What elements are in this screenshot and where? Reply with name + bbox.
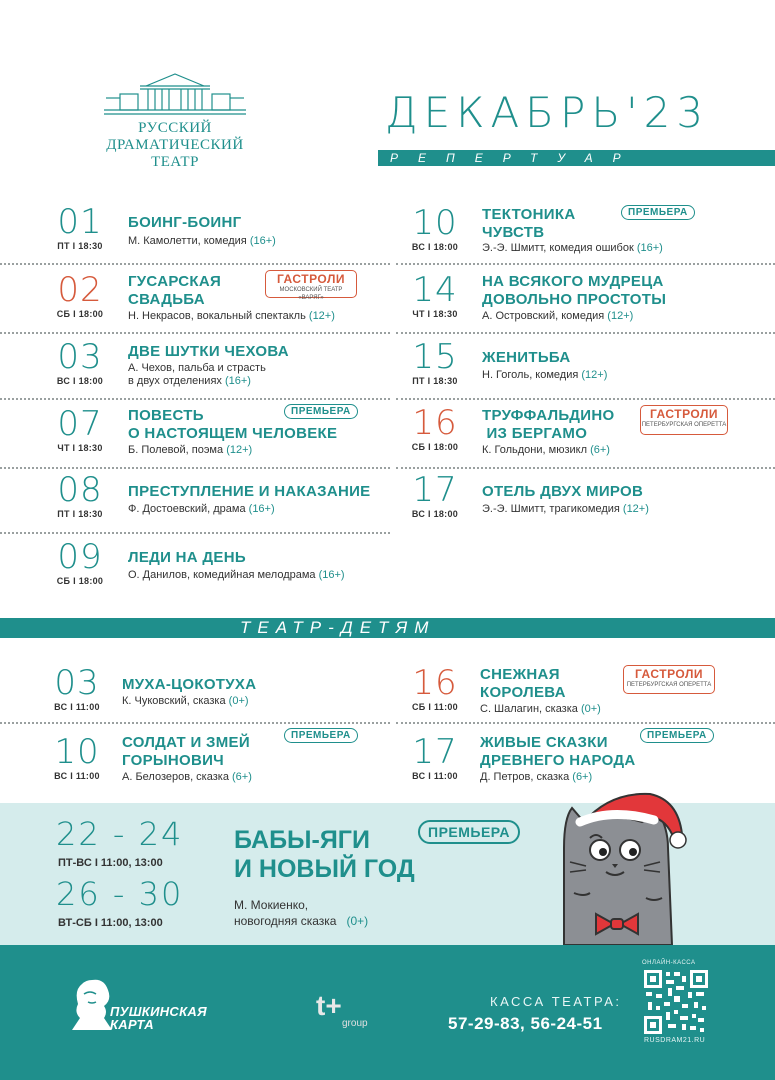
event-desc: Ф. Достоевский, драма (16+) (128, 503, 275, 515)
event-datetime: ВС I 11:00 (54, 771, 100, 781)
event-desc: А. Чехов, пальба и страсть в двух отделениях (16+) (128, 362, 266, 387)
event-day: 10 (54, 732, 100, 772)
separator (0, 532, 390, 534)
event-desc: А. Белозеров, сказка (6+) (122, 771, 252, 783)
age-rating: (0+) (346, 914, 369, 928)
pushkin-card-label: ПУШКИНСКАЯ КАРТА (110, 1004, 207, 1032)
separator (0, 467, 390, 469)
event-datetime: СБ I 18:00 (56, 576, 104, 586)
event-title: ТЕКТОНИКА ЧУВСТВ (482, 206, 576, 241)
age-rating: (16+) (224, 375, 251, 387)
event-day: 17 (412, 470, 458, 510)
event-datetime: ПТ I 18:30 (57, 509, 103, 519)
separator (396, 263, 775, 265)
event-day: 14 (412, 270, 458, 310)
event-day: 02 (57, 270, 103, 310)
cat-illustration (550, 778, 700, 945)
theatre-building-icon (100, 70, 250, 118)
tour-badge: ГАСТРОЛИ ПЕТЕРБУРГСКАЯ ОПЕРЕТТА (623, 665, 715, 694)
online-box-office-label: ОНЛАЙН-КАССА (642, 960, 696, 966)
kids-heading: ТЕАТР-ДЕТЯМ (240, 618, 436, 637)
event-title: МУХА-ЦОКОТУХА (122, 676, 257, 693)
event-title: ПРЕСТУПЛЕНИЕ И НАКАЗАНИЕ (128, 483, 371, 500)
event-day: 15 (412, 337, 458, 377)
event-title: БОИНГ-БОИНГ (128, 214, 242, 231)
event-desc: М. Камолетти, комедия (16+) (128, 235, 276, 247)
event-desc: Н. Гоголь, комедия (12+) (482, 369, 608, 381)
separator (0, 722, 390, 724)
logo-line: ТЕАТР (151, 154, 199, 170)
tplus-group-label: group (342, 1018, 368, 1029)
age-rating: (12+) (226, 444, 253, 456)
separator (0, 332, 390, 334)
event-title: ЛЕДИ НА ДЕНЬ (128, 549, 246, 566)
tplus-logo: t+ (316, 990, 342, 1021)
banner-times: ПТ-ВС I 11:00, 13:00 (58, 857, 163, 869)
event-desc: Б. Полевой, поэма (12+) (128, 444, 253, 456)
separator (0, 398, 390, 400)
event-day: 10 (412, 203, 458, 243)
banner-desc: М. Мокиенко, новогодняя сказка (0+) (234, 898, 369, 928)
age-rating: (0+) (228, 695, 249, 707)
event-desc: Э.-Э. Шмитт, трагикомедия (12+) (482, 503, 649, 515)
age-rating: (6+) (572, 771, 593, 783)
age-rating: (12+) (308, 310, 335, 322)
event-desc: Д. Петров, сказка (6+) (480, 771, 593, 783)
event-datetime: ВС I 18:00 (411, 509, 459, 519)
repertoire-label: РЕПЕРТУАР (390, 151, 641, 165)
event-datetime: СБ I 11:00 (412, 702, 458, 712)
event-day: 09 (57, 537, 103, 577)
banner-dates: 22 - 24 (56, 815, 184, 853)
event-datetime: ВС I 11:00 (54, 702, 100, 712)
event-desc: К. Гольдони, мюзикл (6+) (482, 444, 610, 456)
banner-title: БАБЫ-ЯГИ И НОВЫЙ ГОД (234, 826, 415, 883)
premiere-badge: ПРЕМЬЕРА (621, 205, 695, 220)
event-desc: О. Данилов, комедийная мелодрама (16+) (128, 569, 345, 581)
event-title: ТРУФФАЛЬДИНО ИЗ БЕРГАМО (482, 407, 615, 442)
event-title: ЖЕНИТЬБА (482, 349, 571, 366)
event-desc: Э.-Э. Шмитт, комедия ошибок (16+) (482, 242, 663, 254)
age-rating: (12+) (607, 310, 634, 322)
age-rating: (16+) (248, 503, 275, 515)
event-title: ГУСАРСКАЯ СВАДЬБА (128, 273, 222, 308)
event-desc: С. Шалагин, сказка (0+) (480, 703, 601, 715)
event-title: ОТЕЛЬ ДВУХ МИРОВ (482, 483, 644, 500)
event-desc: Н. Некрасов, вокальный спектакль (12+) (128, 310, 335, 322)
banner-times: ВТ-СБ I 11:00, 13:00 (58, 917, 163, 929)
repertoire-bar (378, 150, 775, 166)
event-day: 08 (57, 470, 103, 510)
event-datetime: ЧТ I 18:30 (412, 309, 458, 319)
event-day: 17 (412, 732, 458, 772)
event-datetime: СБ I 18:00 (411, 442, 459, 452)
kids-section-bar (0, 618, 775, 638)
event-title: НА ВСЯКОГО МУДРЕЦА ДОВОЛЬНО ПРОСТОТЫ (482, 273, 667, 308)
event-title: ДВЕ ШУТКИ ЧЕХОВА (128, 343, 289, 360)
event-datetime: ЧТ I 18:30 (57, 443, 103, 453)
event-desc: К. Чуковский, сказка (0+) (122, 695, 249, 707)
event-day: 03 (54, 663, 100, 703)
event-title: СНЕЖНАЯ КОРОЛЕВА (480, 666, 566, 701)
event-datetime: ПТ I 18:30 (57, 241, 103, 251)
age-rating: (12+) (581, 369, 608, 381)
separator (396, 332, 775, 334)
event-datetime: ВС I 18:00 (411, 242, 459, 252)
logo-line: ДРАМАТИЧЕСКИЙ (106, 137, 244, 153)
event-datetime: ВС I 18:00 (56, 376, 104, 386)
age-rating: (16+) (636, 242, 663, 254)
age-rating: (6+) (590, 444, 610, 456)
website-link[interactable]: RUSDRAM21.RU (644, 1037, 706, 1044)
event-datetime: СБ I 18:00 (56, 309, 104, 319)
month-title: ДЕКАБРЬ'23 (385, 88, 710, 137)
age-rating: (6+) (232, 771, 252, 783)
premiere-badge: ПРЕМЬЕРА (640, 728, 714, 743)
event-datetime: ПТ I 18:30 (412, 376, 458, 386)
event-title: СОЛДАТ И ЗМЕЙ ГОРЫНОВИЧ (122, 734, 250, 769)
age-rating: (16+) (318, 569, 345, 581)
separator (396, 398, 775, 400)
theatre-logo (100, 70, 250, 180)
premiere-badge: ПРЕМЬЕРА (284, 728, 358, 743)
event-title: ПОВЕСТЬ О НАСТОЯЩЕМ ЧЕЛОВЕКЕ (128, 407, 338, 442)
premiere-badge: ПРЕМЬЕРА (418, 820, 520, 844)
separator (396, 722, 775, 724)
event-day: 16 (412, 663, 458, 703)
banner-dates: 26 - 30 (56, 875, 184, 913)
event-datetime: ВС I 11:00 (412, 771, 458, 781)
premiere-badge: ПРЕМЬЕРА (284, 404, 358, 419)
age-rating: (16+) (249, 235, 276, 247)
tour-badge: ГАСТРОЛИ МОСКОВСКИЙ ТЕАТР «ВАРЯГ» (265, 270, 357, 298)
tour-badge: ГАСТРОЛИ ПЕТЕРБУРГСКАЯ ОПЕРЕТТА (640, 405, 728, 435)
event-desc: А. Островский, комедия (12+) (482, 310, 634, 322)
logo-line: РУССКИЙ (138, 120, 212, 136)
separator (396, 467, 775, 469)
qr-code-icon[interactable] (644, 970, 708, 1034)
logo-text (100, 120, 250, 171)
box-office-label: КАССА ТЕАТРА: (490, 994, 622, 1009)
age-rating: (0+) (580, 703, 601, 715)
event-day: 03 (57, 337, 103, 377)
box-office-phones: 57-29-83, 56-24-51 (448, 1014, 603, 1033)
event-title: ЖИВЫЕ СКАЗКИ ДРЕВНЕГО НАРОДА (480, 734, 636, 769)
event-day: 16 (412, 403, 458, 443)
event-day: 01 (57, 202, 103, 242)
separator (0, 263, 390, 265)
age-rating: (12+) (622, 503, 649, 515)
event-day: 07 (57, 404, 103, 444)
